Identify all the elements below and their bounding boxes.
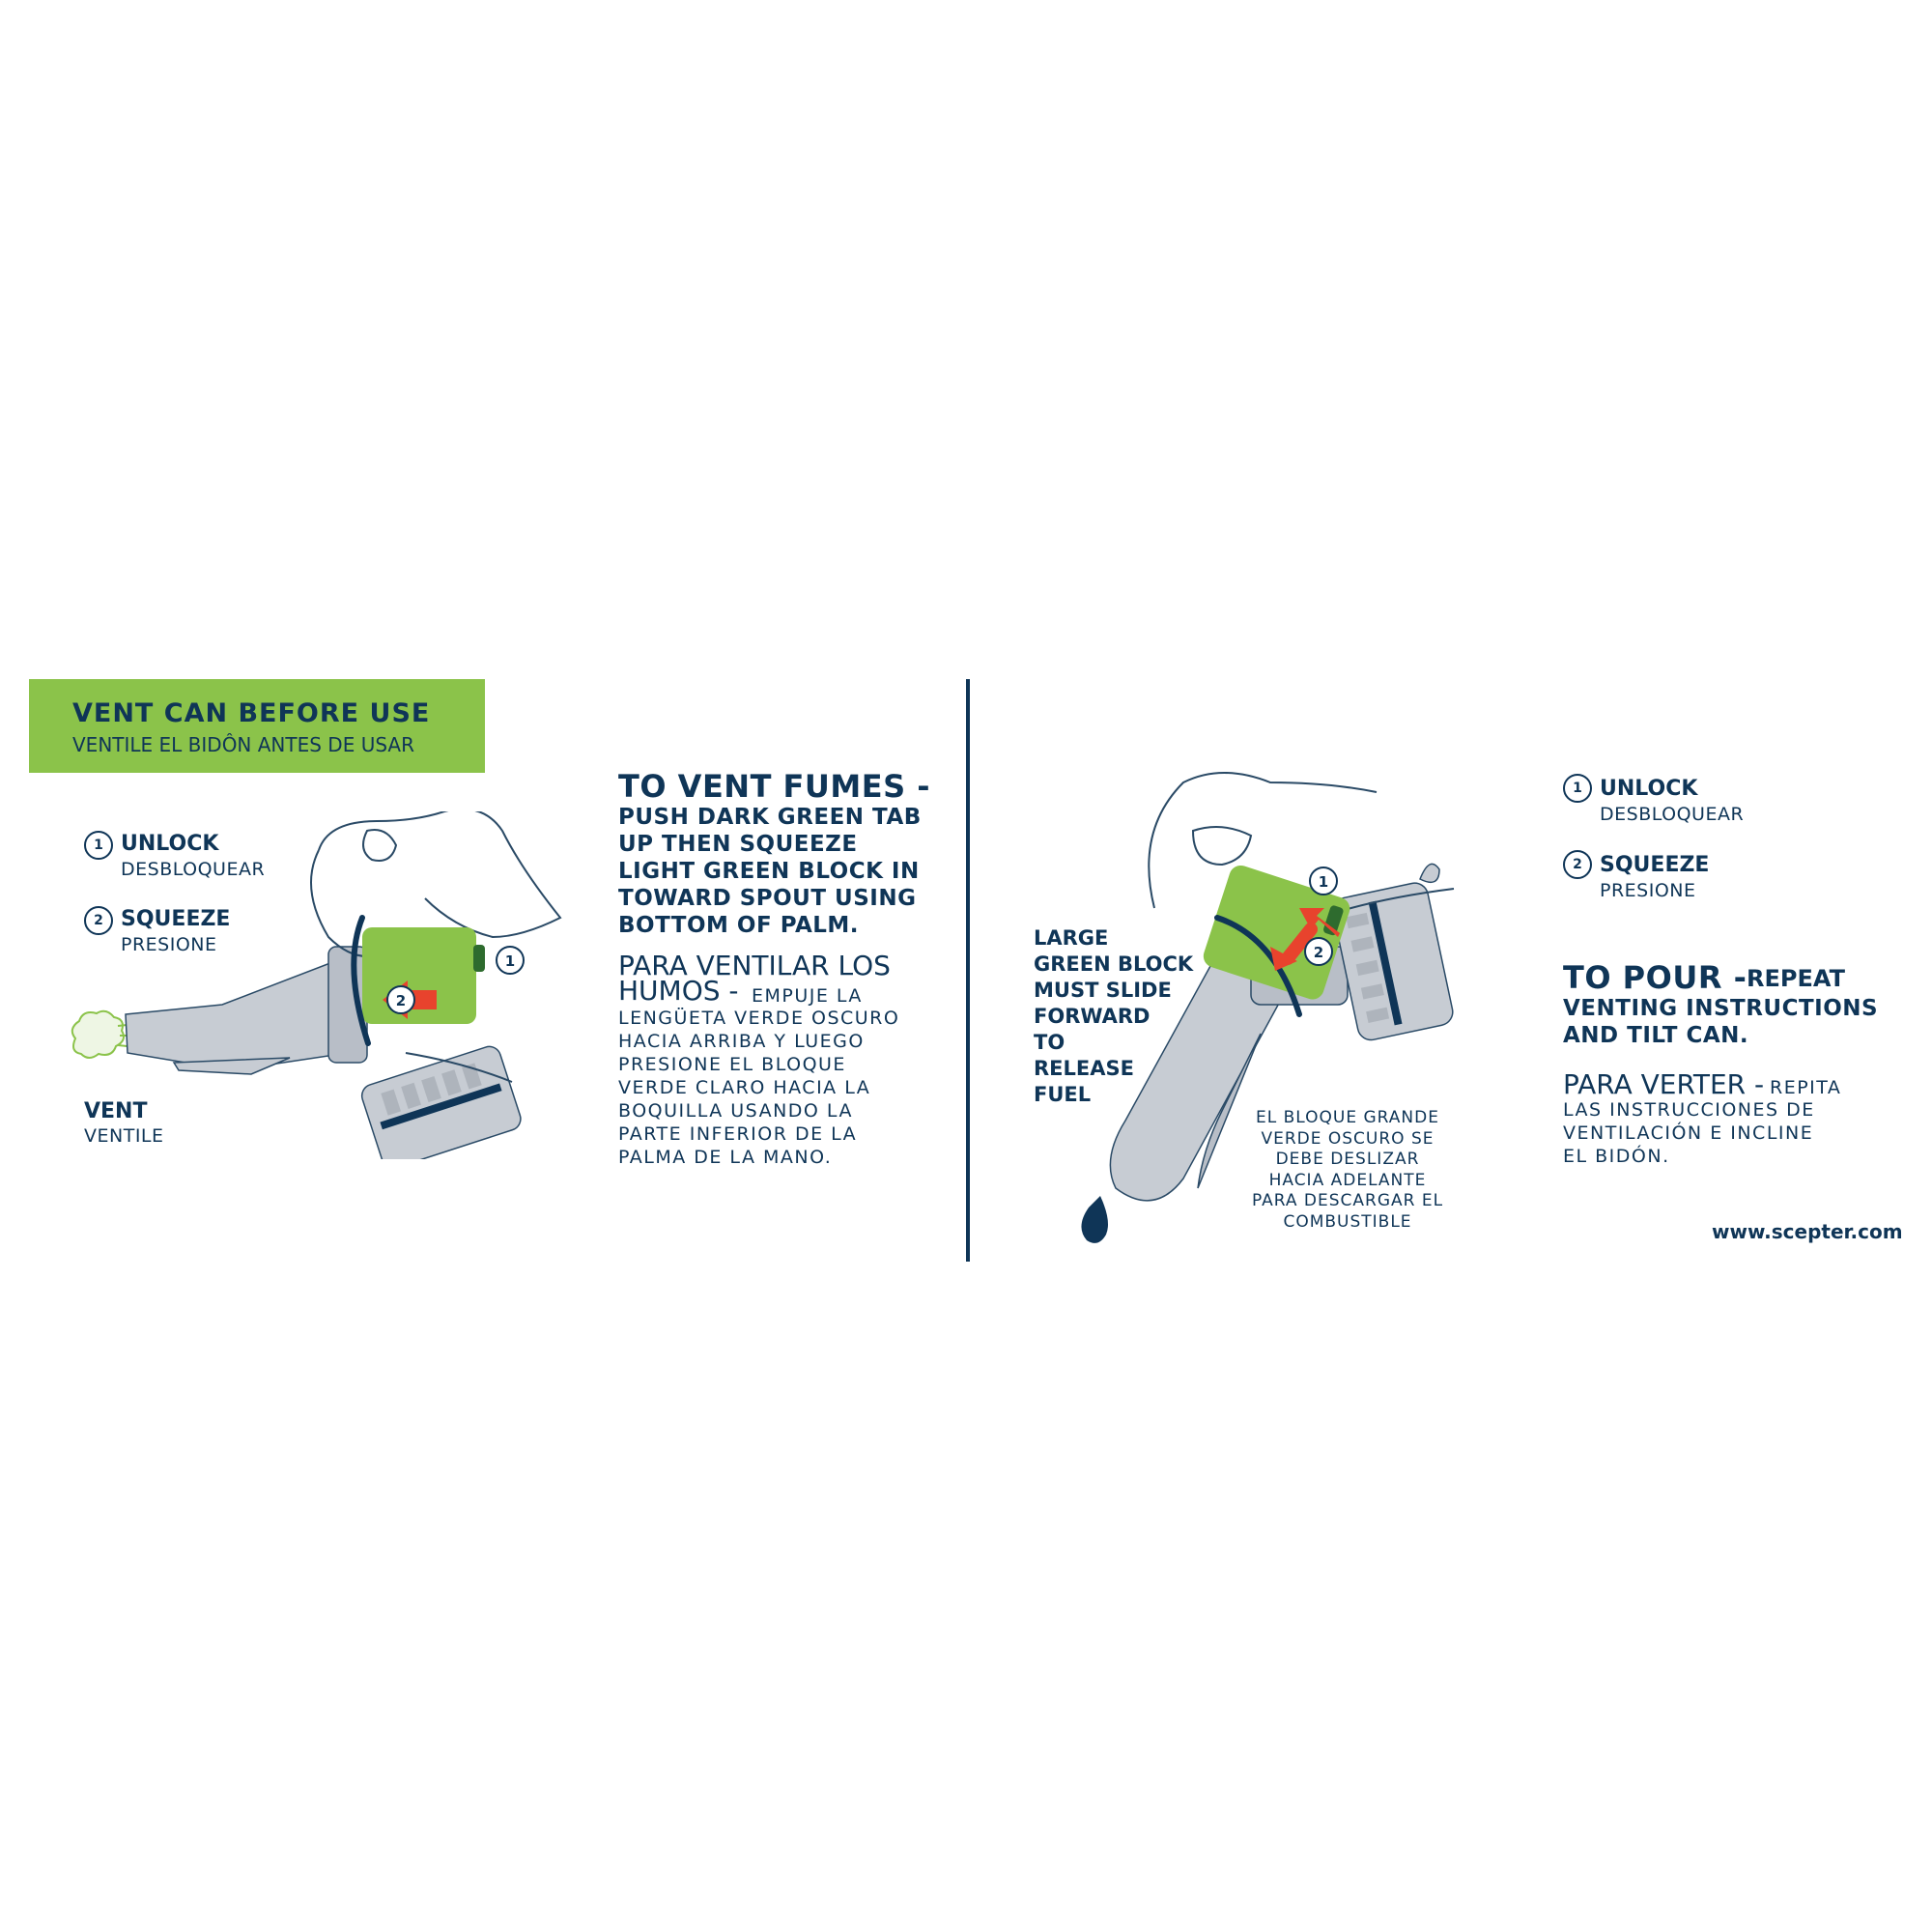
vent-label: VENT (84, 1099, 148, 1123)
banner-subtitle: VENTILE EL BIDÔN ANTES DE USAR (72, 733, 414, 756)
vent-heading: TO VENT FUMES - (618, 768, 931, 805)
vent-body-es: LENGÜETA VERDE OSCURO HACIA ARRIBA Y LUEGO PRESIONE EL BLOQUE VERDE CLARO HACIA LA BOQUILLA USANDO LA PARTE INFERIOR DE LA PALMA DE LA MANO. (618, 1008, 900, 1168)
step-2-label: SQUEEZE (121, 907, 231, 931)
pour-body-es: LAS INSTRUCCIONES DE VENTILACIÓN E INCLINE EL BIDÓN. (1563, 1099, 1815, 1167)
pour-heading: TO POUR - (1563, 959, 1747, 996)
right-step-1-label: UNLOCK (1600, 777, 1698, 801)
right-step-1-label-es: DESBLOQUEAR (1600, 804, 1745, 825)
pour-body-en: VENTING INSTRUCTIONS AND TILT CAN. (1563, 996, 1879, 1048)
right-step-2-label-es: PRESIONE (1600, 880, 1696, 901)
vent-body-en: PUSH DARK GREEN TAB UP THEN SQUEEZE LIGHT GREEN BLOCK IN TOWARD SPOUT USING BOTTOM OF PALM. (618, 805, 922, 938)
pour-caption-en: LARGE GREEN BLOCK MUST SLIDE FORWARD TO RELEASE FUEL (1034, 926, 1194, 1106)
step-2-badge: 2 (84, 906, 113, 935)
vent-body-es-first: EMPUJE LA (752, 985, 863, 1007)
vent-illustration (58, 811, 580, 1159)
pour-callout-2-badge: 2 (1313, 944, 1324, 961)
step-1-label: UNLOCK (121, 832, 219, 856)
vent-label-es: VENTILE (84, 1125, 164, 1147)
step-1-label-es: DESBLOQUEAR (121, 859, 266, 880)
vent-heading-es: PARA VENTILAR LOS (618, 950, 891, 981)
right-step-2-label: SQUEEZE (1600, 853, 1710, 877)
pour-caption-es: EL BLOQUE GRANDE VERDE OSCURO SE DEBE DESLIZAR HACIA ADELANTE PARA DESCARGAR EL COMBUSTIBLE (1251, 1108, 1444, 1232)
banner-title: VENT CAN BEFORE USE (72, 698, 431, 728)
vent-heading-es-2: HUMOS - (618, 975, 739, 1007)
right-step-2-badge: 2 (1563, 850, 1592, 879)
pour-heading-es: PARA VERTER - (1563, 1068, 1765, 1100)
pour-repeat: REPEAT (1747, 965, 1845, 992)
callout-1-badge: 1 (504, 952, 516, 970)
callout-2-badge: 2 (395, 992, 407, 1009)
step-2-label-es: PRESIONE (121, 934, 217, 955)
right-step-1-badge: 1 (1563, 774, 1592, 803)
vent-banner (29, 679, 485, 773)
pour-es-first: REPITA (1770, 1077, 1842, 1098)
pour-callout-1-badge: 1 (1318, 873, 1329, 891)
step-1-badge: 1 (84, 831, 113, 860)
section-divider (966, 679, 970, 1262)
website-url: www.scepter.com (1712, 1220, 1903, 1243)
